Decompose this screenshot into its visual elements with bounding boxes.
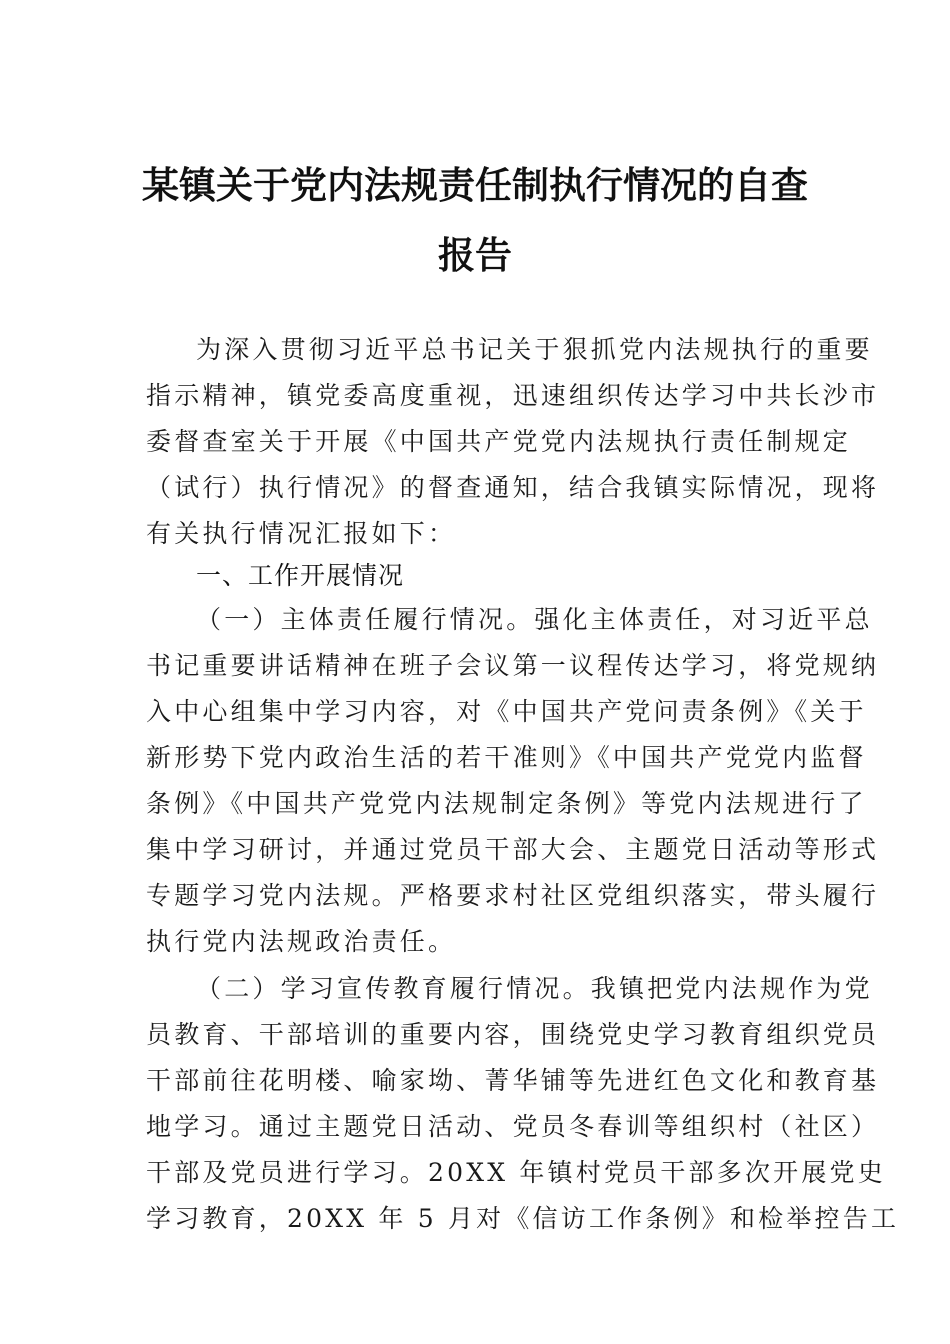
sub1-line: 集中学习研讨，并通过党员干部大会、主题党日活动等形式 bbox=[146, 835, 880, 864]
intro-line: 指示精神，镇党委高度重视，迅速组织传达学习中共长沙市 bbox=[146, 381, 880, 410]
sub1-line: 入中心组集中学习内容，对《中国共产党问责条例》《关于 bbox=[146, 697, 867, 726]
sub1-line: 执行党内法规政治责任。 bbox=[146, 927, 457, 956]
document-title-line-2: 报告 bbox=[438, 233, 512, 277]
sub1-line: 新形势下党内政治生活的若干准则》《中国共产党党内监督 bbox=[146, 743, 867, 772]
document-title-line-1: 某镇关于党内法规责任制执行情况的自查 bbox=[142, 163, 808, 207]
intro-line: 为深入贯彻习近平总书记关于狠抓党内法规执行的重要 bbox=[196, 335, 873, 364]
sub2-line: 干部及党员进行学习。20XX 年镇村党员干部多次开展党史 bbox=[146, 1158, 886, 1187]
sub1-line: 条例》《中国共产党党内法规制定条例》等党内法规进行了 bbox=[146, 789, 867, 818]
sub2-line: （二）学习宣传教育履行情况。我镇把党内法规作为党 bbox=[196, 974, 873, 1003]
intro-line: 有关执行情况汇报如下： bbox=[146, 519, 457, 548]
sub1-line: 书记重要讲话精神在班子会议第一议程传达学习，将党规纳 bbox=[146, 651, 880, 680]
sub2-line: 地学习。通过主题党日活动、党员冬春训等组织村（社区） bbox=[146, 1112, 880, 1141]
section-heading: 一、工作开展情况 bbox=[196, 561, 405, 590]
sub2-line: 学习教育，20XX 年 5 月对《信访工作条例》和检举控告工 bbox=[146, 1204, 900, 1233]
sub1-line: （一）主体责任履行情况。强化主体责任，对习近平总 bbox=[196, 605, 873, 634]
sub1-line: 专题学习党内法规。严格要求村社区党组织落实，带头履行 bbox=[146, 881, 880, 910]
sub2-line: 员教育、干部培训的重要内容，围绕党史学习教育组织党员 bbox=[146, 1020, 880, 1049]
intro-line: （试行）执行情况》的督查通知，结合我镇实际情况，现将 bbox=[146, 473, 880, 502]
intro-line: 委督查室关于开展《中国共产党党内法规执行责任制规定 bbox=[146, 427, 852, 456]
sub2-line: 干部前往花明楼、喻家坳、菁华铺等先进红色文化和教育基 bbox=[146, 1066, 880, 1095]
